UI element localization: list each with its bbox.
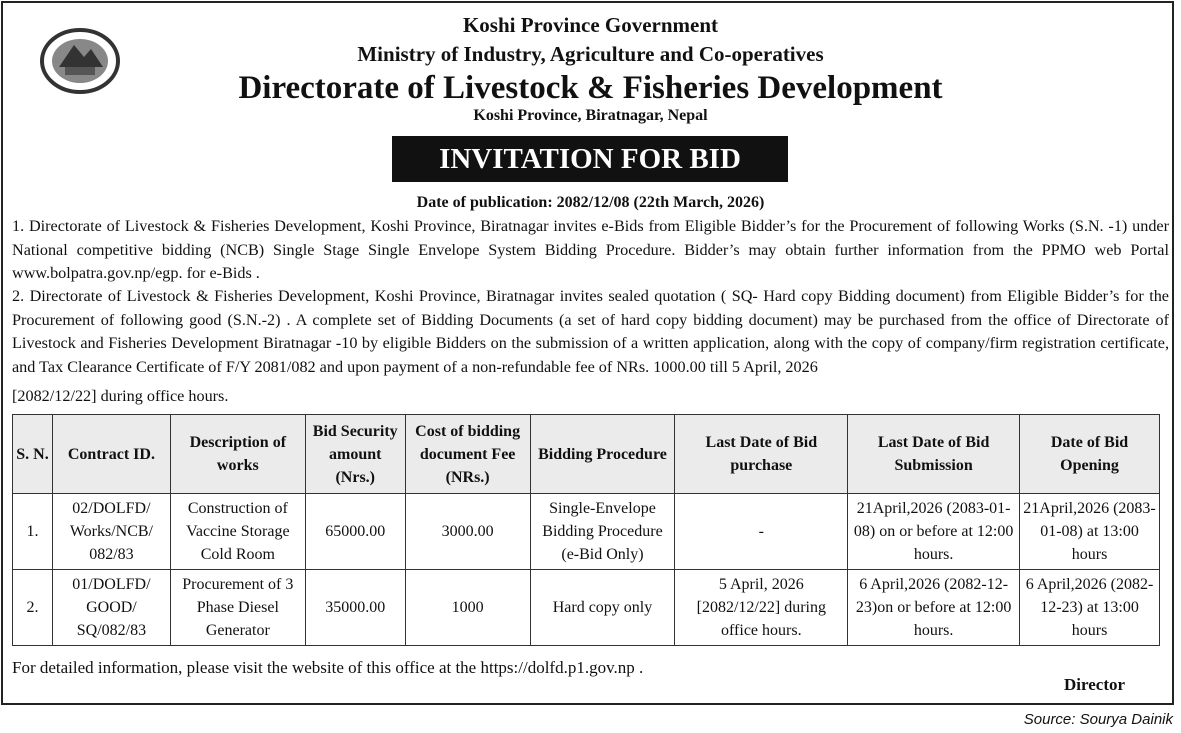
bid-table	[12, 414, 1160, 646]
paragraph-2	[12, 285, 1169, 409]
directorate-name: Directorate of Livestock & Fisheries Development	[238, 70, 943, 106]
paragraph-2-text: 2. Directorate of Livestock & Fisheries Development, Koshi Province, Biratnagar invites sealed quotation ( SQ- Hard copy Bidding document) from Eligible Bidder’s for the Procurement of following good (S.N.-2) . A complete set of Bidding Documents (a set of hard copy bidding document) may be purchased from the office of Directorate of Livestock and Fisheries Development Biratnagar -10 by eligible Bidders on the submission of a written application, along with the copy of company/firm registration certificate, and Tax Clearance Certificate of F/Y 2081/082 and upon payment of a non-refundable fee of NRs. 1000.00 till 5 April, 2026	[12, 287, 1169, 376]
cell: Procurement of 3 Phase Diesel Generator	[170, 570, 305, 646]
office-address: Koshi Province, Biratnagar, Nepal	[473, 107, 708, 124]
paragraph-1: 1. Directorate of Livestock & Fisheries Development, Koshi Province, Biratnagar invites e-Bids from Eligible Bidder’s for the Procurement of following Works (S.N. -1) under National competitive bidding (NCB) Single Stage Single Envelope System Bidding Procedure. Bidder’s may obtain further information from the PPMO web Portal www.bolpatra.gov.np/egp. for e-Bids .	[12, 217, 1169, 282]
cell: 3000.00	[405, 494, 530, 570]
col-document-fee: Cost of bidding document Fee (NRs.)	[405, 415, 530, 494]
cell: 01/DOLFD/ GOOD/ SQ/082/83	[52, 570, 170, 646]
source-credit: Source: Sourya Dainik	[1023, 711, 1173, 728]
col-last-purchase: Last Date of Bid purchase	[675, 415, 848, 494]
website-info: For detailed information, please visit the website of this office at the https://dolfd.p1.gov.np .	[12, 658, 644, 677]
table-row	[13, 494, 1160, 570]
col-last-submission: Last Date of Bid Submission	[848, 415, 1020, 494]
invitation-banner: INVITATION FOR BID	[392, 136, 788, 182]
cell: 1000	[405, 570, 530, 646]
publication-date: Date of publication: 2082/12/08 (22th March, 2026)	[416, 194, 765, 211]
cell: 65000.00	[305, 494, 405, 570]
cell: Hard copy only	[530, 570, 675, 646]
cell: 1.	[13, 494, 53, 570]
cell: 6 April,2026 (2082-12-23) at 13:00 hours	[1020, 570, 1160, 646]
paragraph-2-end: [2082/12/22] during office hours.	[12, 387, 229, 405]
col-contract-id: Contract ID.	[52, 415, 170, 494]
cell: 5 April, 2026 [2082/12/22] during office hours.	[675, 570, 848, 646]
cell: Construction of Vaccine Storage Cold Room	[170, 494, 305, 570]
table-row	[13, 570, 1160, 646]
cell: Single-Envelope Bidding Procedure (e-Bid Only)	[530, 494, 675, 570]
cell: 35000.00	[305, 570, 405, 646]
cell: -	[675, 494, 848, 570]
table-header-row	[13, 415, 1160, 494]
col-bid-security: Bid Security amount (Nrs.)	[305, 415, 405, 494]
cell: 21April,2026 (2083-01-08) on or before at 12:00 hours.	[848, 494, 1020, 570]
col-sn: S. N.	[13, 415, 53, 494]
cell: 6 April,2026 (2082-12-23)on or before at 12:00 hours.	[848, 570, 1020, 646]
cell: 02/DOLFD/ Works/NCB/ 082/83	[52, 494, 170, 570]
government-name: Koshi Province Government	[462, 13, 719, 37]
cell: 2.	[13, 570, 53, 646]
ministry-name: Ministry of Industry, Agriculture and Co-operatives	[357, 42, 824, 66]
col-opening: Date of Bid Opening	[1020, 415, 1160, 494]
cell: 21April,2026 (2083-01-08) at 13:00 hours	[1020, 494, 1160, 570]
col-description: Description of works	[170, 415, 305, 494]
col-procedure: Bidding Procedure	[530, 415, 675, 494]
signatory: Director	[1064, 675, 1126, 694]
